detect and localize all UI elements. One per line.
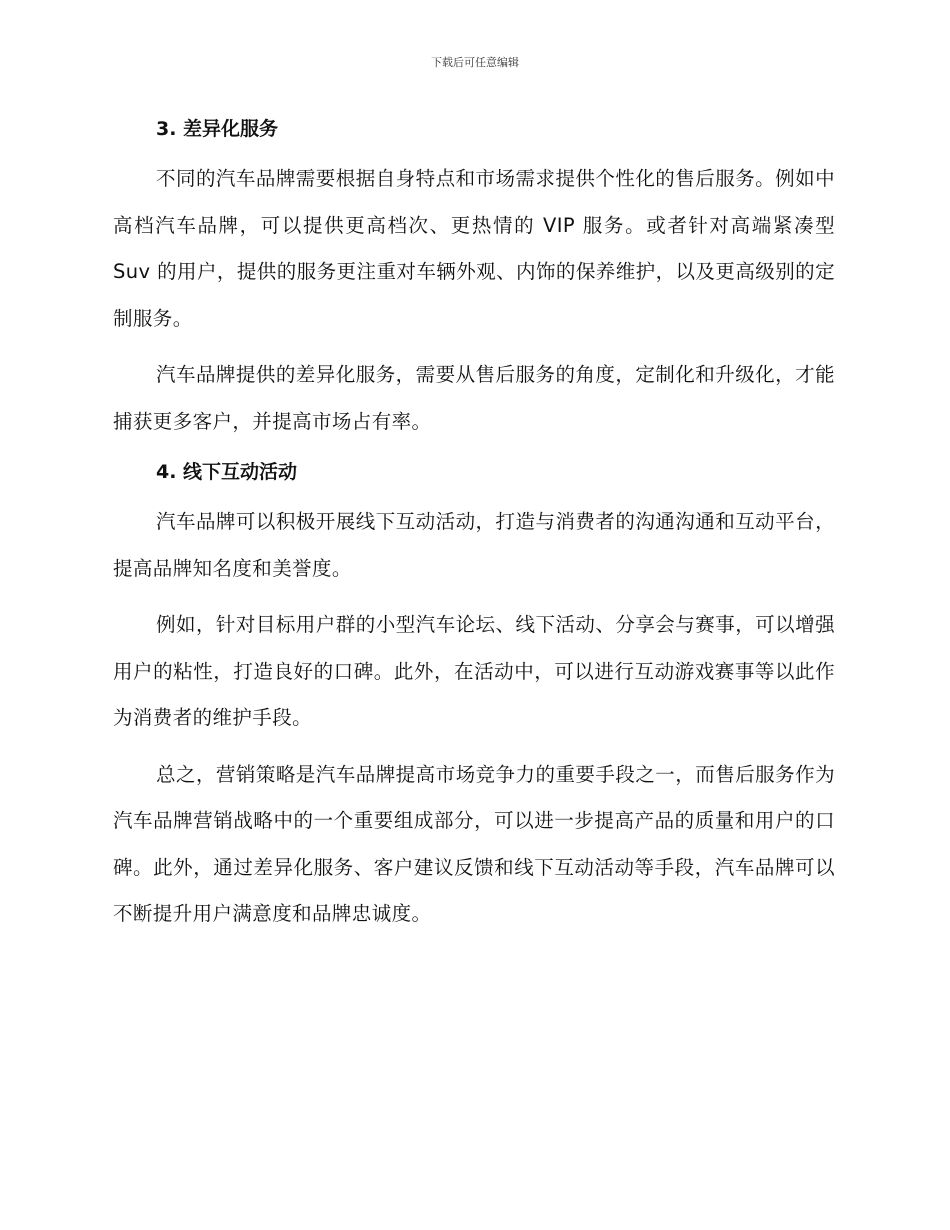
- section-heading-offline-activities: 4. 线下互动活动: [156, 461, 298, 483]
- document-body: [113, 112, 835, 938]
- paragraph: 汽车品牌可以积极开展线下互动活动，打造与消费者的沟通沟通和互动平台，提高品牌知名度和美誉度。: [113, 510, 835, 580]
- paragraph: 例如，针对目标用户群的小型汽车论坛、线下活动、分享会与赛事，可以增强用户的粘性，打造良好的口碑。此外，在活动中，可以进行互动游戏赛事等以此作为消费者的维护手段。: [113, 613, 835, 729]
- section-heading-differentiated-service: 3. 差异化服务: [156, 118, 279, 140]
- paragraph: 总之，营销策略是汽车品牌提高市场竞争力的重要手段之一，而售后服务作为汽车品牌营销战略中的一个重要组成部分，可以进一步提高产品的质量和用户的口碑。此外，通过差异化服务、客户建议反馈和线下互动活动等手段，汽车品牌可以不断提升用户满意度和品牌忠诚度。: [113, 762, 835, 925]
- paragraph: 汽车品牌提供的差异化服务，需要从售后服务的角度，定制化和升级化，才能捕获更多客户，并提高市场占有率。: [113, 363, 835, 433]
- paragraph: 不同的汽车品牌需要根据自身特点和市场需求提供个性化的售后服务。例如中高档汽车品牌，可以提供更高档次、更热情的 VIP 服务。或者针对高端紧凑型 Suv 的用户，提供的服务更注重对车辆外观、内饰的保养维护，以及更高级别的定制服务。: [113, 167, 835, 330]
- header-note: 下载后可任意编辑: [431, 56, 519, 69]
